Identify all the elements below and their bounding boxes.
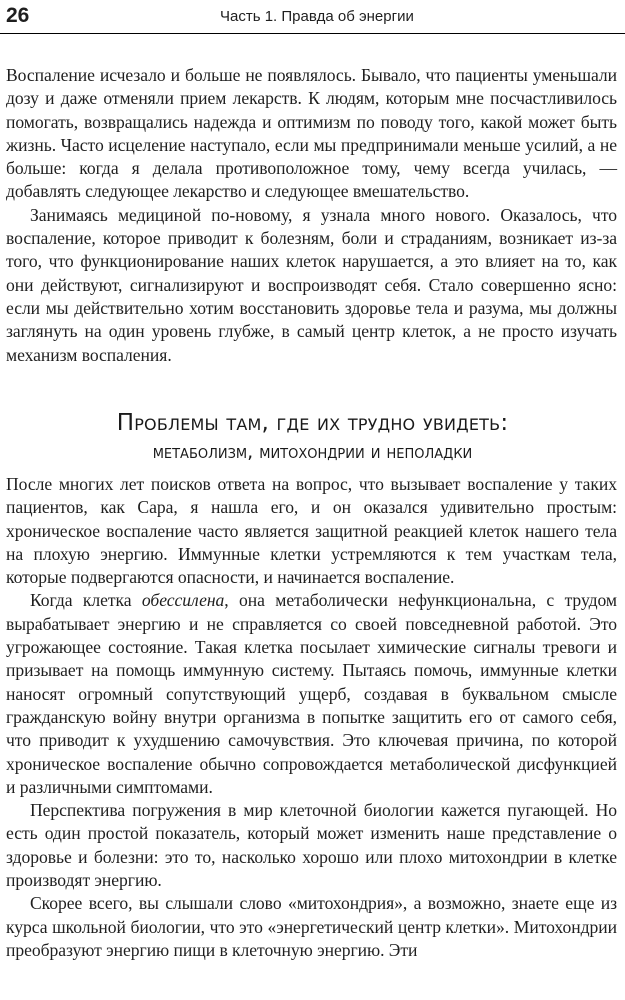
body-text-top	[6, 64, 617, 367]
body-text-bottom	[6, 473, 617, 962]
paragraph: Перспектива погружения в мир клеточной биологии кажется пугающей. Но есть один простой показатель, который может изменить наше представление о здоровье и болезни: это то, насколько хорошо или плохо митохондрии в клетке производят энергию.	[6, 800, 617, 891]
section-heading	[0, 408, 625, 466]
paragraph-text: , она метаболически нефункциональна, с трудом вырабатывает энергию и не справляется со своей повседневной работой. Это угрожающее состояние. Такая клетка посылает химические сигналы тревоги и призывает на помощь иммунную систему. Пытаясь помочь, иммунные клетки наносят огромный сопутствующий ущерб, создавая в буквальном смысле гражданскую войну внутри организма в попытке защитить его от самого себя, что приводит к ухудшению самочувствия. Это ключевая причина, по которой хроническое воспаление обычно сопровождается метаболической дисфункцией и различными симптомами.	[6, 590, 617, 797]
header-rule	[0, 33, 625, 34]
paragraph: Занимаясь медициной по-новому, я узнала много нового. Оказалось, что воспаление, которое приводит к болезням, боли и страданиям, возникает из-за того, что функционирование наших клеток нарушается, а это влияет на то, как они действуют, сигнализируют и воспроизводят себя. Стало совершенно ясно: если мы действительно хотим восстановить здоровье тела и разума, мы должны заглянуть на один уровень глубже, в самый центр клеток, а не просто изучать механизм воспаления.	[6, 204, 617, 365]
running-head: Часть 1. Правда об энергии	[220, 8, 414, 25]
paragraph-text: Когда клетка	[30, 590, 142, 611]
paragraph	[6, 589, 617, 799]
page-number: 26	[6, 4, 30, 27]
emphasized-word: обессилена	[141, 590, 225, 611]
paragraph: Воспаление исчезало и больше не появлялось. Бывало, что пациенты уменьшали дозу и даже отменяли прием лекарств. К людям, которым мне посчастливилось помогать, возвращались надежда и оптимизм по поводу того, какой может быть жизнь. Часто исцеление наступало, если мы предпринимали меньше усилий, а не больше: когда я делала противоположное тому, чему всегда училась, — добавлять следующее лекарство и следующее вмешательство.	[6, 65, 617, 202]
section-heading-line-1: Проблемы там, где их трудно увидеть:	[116, 410, 509, 436]
paragraph: После многих лет поисков ответа на вопрос, что вызывает воспаление у таких пациентов, как Сара, я нашла его, и он оказался удивительно простым: хроническое воспаление часто является защитной реакцией клеток нашего тела на плохую энергию. Иммунные клетки устремляются к тем участкам тела, которые подвергаются опасности, и начинается воспаление.	[6, 474, 617, 588]
page-header	[0, 0, 625, 34]
section-heading-line-2: метаболизм, митохондрии и неполадки	[152, 441, 473, 463]
paragraph: Скорее всего, вы слышали слово «митохондрия», а возможно, знаете еще из курса школьной биологии, что это «энергетический центр клетки». Митохондрии преобразуют энергию пищи в клеточную энергию. Эти	[6, 893, 617, 960]
